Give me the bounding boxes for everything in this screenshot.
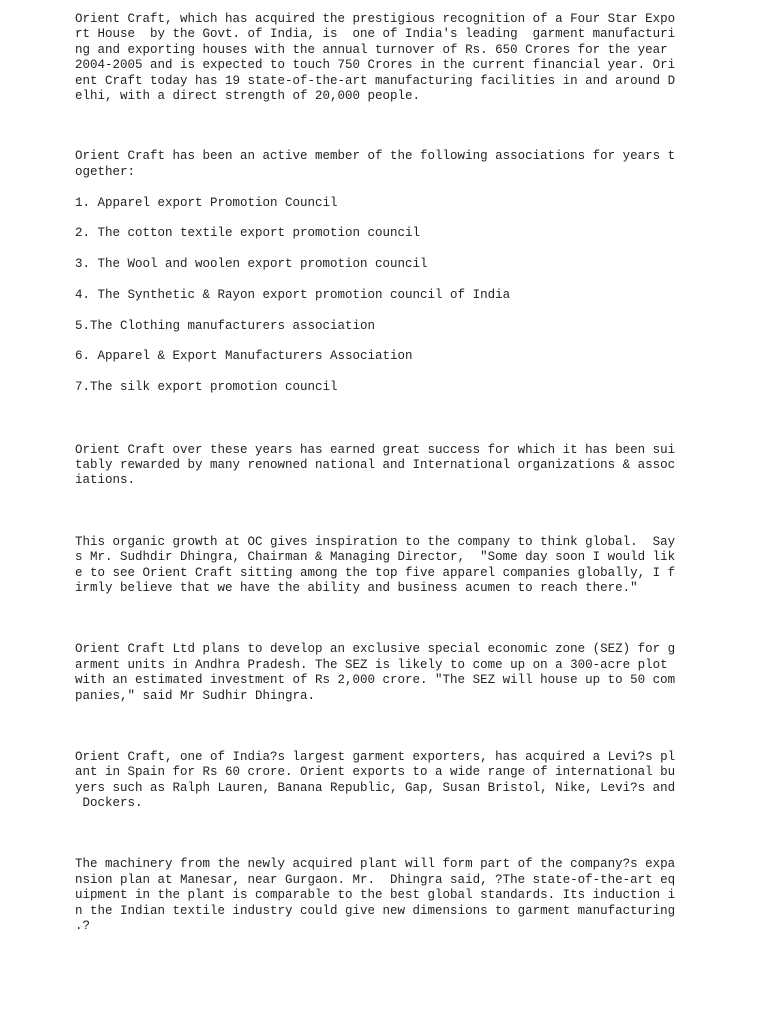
text-line: ant in Spain for Rs 60 crore. Orient exports to a wide range of international bu <box>75 765 676 780</box>
machinery-paragraph <box>75 857 715 934</box>
text-line: ogether: <box>75 164 136 179</box>
document-body <box>75 12 715 934</box>
text-line: yers such as Ralph Lauren, Banana Republic, Gap, Susan Bristol, Nike, Levi?s and <box>75 780 676 795</box>
text-line: elhi, with a direct strength of 20,000 people. <box>75 88 421 103</box>
text-line: tably rewarded by many renowned national and International organizations & assoc <box>75 457 676 472</box>
success-paragraph <box>75 443 715 489</box>
text-line: irmly believe that we have the ability and business acumen to reach there." <box>75 580 638 595</box>
text-line: uipment in the plant is comparable to the best global standards. Its induction i <box>75 888 676 903</box>
list-item: 6. Apparel & Export Manufacturers Association <box>75 349 413 364</box>
text-line: iations. <box>75 473 136 488</box>
text-line: n the Indian textile industry could give new dimensions to garment manufacturing <box>75 903 676 918</box>
text-line: rt House by the Govt. of India, is one of India's leading garment manufacturi <box>75 27 676 42</box>
text-line: panies," said Mr Sudhir Dhingra. <box>75 688 316 703</box>
text-line: The machinery from the newly acquired plant will form part of the company?s expa <box>75 857 676 872</box>
text-line: This organic growth at OC gives inspiration to the company to think global. Say <box>75 534 676 549</box>
intro-paragraph <box>75 12 715 104</box>
text-line: Orient Craft, one of India?s largest garment exporters, has acquired a Levi?s pl <box>75 749 676 764</box>
levis-acquisition-paragraph <box>75 750 715 812</box>
text-line: Dockers. <box>75 796 143 811</box>
text-line: s Mr. Sudhdir Dhingra, Chairman & Managing Director, "Some day soon I would lik <box>75 550 676 565</box>
text-line: ent Craft today has 19 state-of-the-art manufacturing facilities in and around D <box>75 73 676 88</box>
text-line: Orient Craft Ltd plans to develop an exclusive special economic zone (SEZ) for g <box>75 642 676 657</box>
list-item: 3. The Wool and woolen export promotion council <box>75 257 428 272</box>
list-item: 2. The cotton textile export promotion council <box>75 226 421 241</box>
text-line: ng and exporting houses with the annual turnover of Rs. 650 Crores for the year <box>75 42 668 57</box>
text-line: .? <box>75 919 91 934</box>
text-line: Orient Craft has been an active member of the following associations for years t <box>75 149 676 164</box>
text-line: arment units in Andhra Pradesh. The SEZ is likely to come up on a 300-acre plot <box>75 657 668 672</box>
list-item: 4. The Synthetic & Rayon export promotion council of India <box>75 287 511 302</box>
text-line: nsion plan at Manesar, near Gurgaon. Mr. Dhingra said, ?The state-of-the-art eq <box>75 872 676 887</box>
associations-list <box>75 196 715 396</box>
list-item: 5.The Clothing manufacturers association <box>75 318 376 333</box>
text-line: with an estimated investment of Rs 2,000 crore. "The SEZ will house up to 50 com <box>75 673 676 688</box>
text-line: Orient Craft, which has acquired the prestigious recognition of a Four Star Expo <box>75 12 676 26</box>
list-item: 1. Apparel export Promotion Council <box>75 195 338 210</box>
growth-paragraph <box>75 535 715 597</box>
text-line: Orient Craft over these years has earned great success for which it has been sui <box>75 442 676 457</box>
list-item: 7.The silk export promotion council <box>75 380 338 395</box>
text-line: 2004-2005 and is expected to touch 750 Crores in the current financial year. Ori <box>75 58 676 73</box>
associations-intro-paragraph <box>75 149 715 180</box>
sez-paragraph <box>75 642 715 704</box>
text-line: e to see Orient Craft sitting among the top five apparel companies globally, I f <box>75 565 676 580</box>
